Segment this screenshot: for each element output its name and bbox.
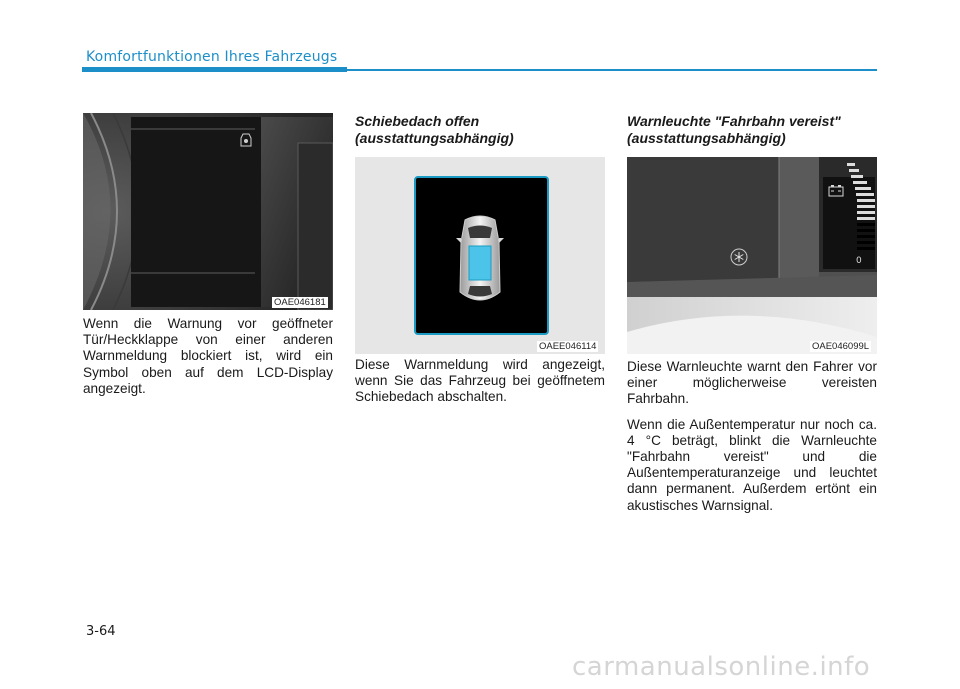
- column1-paragraph: [83, 316, 333, 406]
- figure-sunroof: [355, 157, 605, 354]
- column1-text: Wenn die Warnung vor geöffneter Tür/Heckklappe von einer anderen Warnmeldung blockiert ist, wird ein Symbol oben auf dem LCD-Display angezeigt.: [83, 316, 333, 396]
- figure-code-2: OAEE046114: [539, 341, 597, 352]
- gauge-label: 0: [856, 256, 862, 266]
- door-open-warning-icon: [240, 133, 252, 147]
- car-sunroof-open-icon: [455, 212, 505, 308]
- column2-text: Diese Warnmeldung wird angezeigt, wenn Sie das Fahrzeug bei geöffnetem Schiebedach abschalten.: [355, 357, 605, 405]
- column3-paragraph-1: Diese Warnleuchte warnt den Fahrer vor einer möglicherweise vereisten Fahrbahn.: [627, 359, 877, 407]
- column3-paragraphs: [627, 359, 877, 523]
- battery-icon: [828, 185, 844, 197]
- sunroof-heading-line1: Schiebedach offen: [355, 113, 480, 129]
- watermark: carmanualsonline.info: [572, 652, 871, 682]
- page-number: 3-64: [86, 624, 116, 639]
- sunroof-heading: [355, 113, 605, 146]
- sunroof-heading-line2: (ausstattungsabhängig): [355, 129, 514, 146]
- column3-paragraph-2: Wenn die Außentemperatur nur noch ca. 4 °C beträgt, blinkt die Warnleuchte "Fahrbahn vereist" und die Außentemperaturanzeige und leuchtet dann permanent. Außerdem ertönt ein akustisches Warnsignal.: [627, 416, 877, 513]
- column2-paragraph: [355, 357, 605, 415]
- figure-code-1: OAE046181: [274, 297, 326, 308]
- snowflake-icon: [730, 248, 748, 266]
- header-rule-thick: [82, 67, 347, 72]
- icy-road-heading-line1: Warnleuchte "Fahrbahn vereist": [627, 113, 841, 129]
- header-rule-thin: [347, 69, 877, 71]
- figure-icy-road: [627, 157, 877, 354]
- icy-road-heading: [627, 113, 887, 146]
- chapter-title: Komfortfunktionen Ihres Fahrzeugs: [86, 49, 338, 65]
- icy-road-heading-line2: (ausstattungsabhängig): [627, 129, 786, 146]
- figure-door-warning: [83, 113, 333, 310]
- figure-code-3: OAE046099L: [812, 341, 870, 352]
